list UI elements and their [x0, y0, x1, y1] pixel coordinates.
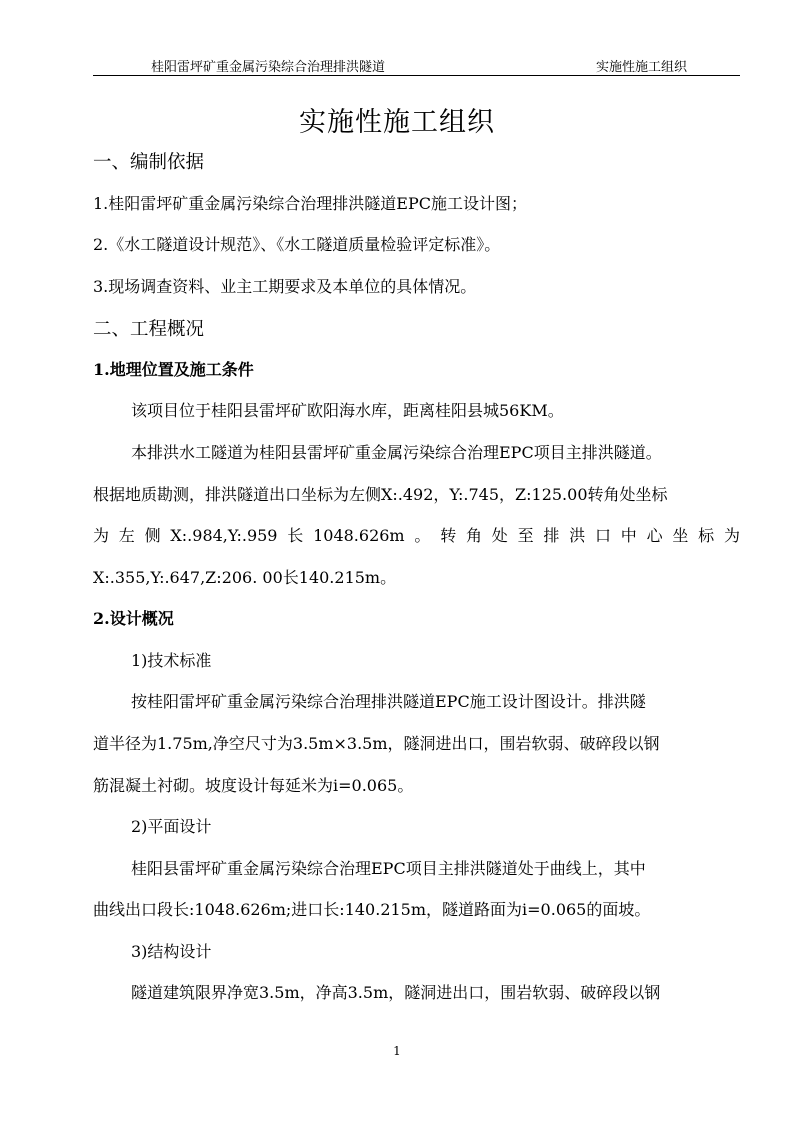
tech-line-3: 筋混凝土衬砌。坡度设计每延米为i=0.065。: [93, 776, 414, 795]
header-doc-type: 实施性施工组织: [596, 60, 688, 75]
location-line-1: 该项目位于桂阳县雷坪矿欧阳海水库，距离桂阳县城56KM。: [131, 401, 564, 420]
header-project-name: 桂阳雷坪矿重金属污染综合治理排洪隧道: [151, 60, 386, 75]
location-line-3: 根据地质勘测，排洪隧道出口坐标为左侧X:.492，Y:.745，Z:125.00转角处坐标: [93, 485, 668, 504]
basis-item-3: 3.现场调查资料、业主工期要求及本单位的具体情况。: [93, 277, 477, 296]
basis-item-2: 2.《水工隧道设计规范》、《水工隧道质量检验评定标准》。: [93, 235, 501, 254]
location-line-4: 为左侧X:.984,Y:.959长1048.626m。转角处至排洪口中心坐标为: [93, 526, 740, 545]
plan-line-1: 桂阳县雷坪矿重金属污染综合治理EPC项目主排洪隧道处于曲线上，其中: [131, 859, 646, 878]
subsection-heading-location: 1.地理位置及施工条件: [93, 360, 254, 379]
location-line-2: 本排洪水工隧道为桂阳县雷坪矿重金属污染综合治理EPC项目主排洪隧道。: [131, 443, 662, 462]
basis-item-1: 1.桂阳雷坪矿重金属污染综合治理排洪隧道EPC施工设计图；: [93, 194, 527, 213]
plan-line-2: 曲线出口段长:1048.626m;进口长:140.215m，隧道路面为i=0.065的面坡。: [93, 900, 651, 919]
structure-line-1: 隧道建筑限界净宽3.5m，净高3.5m，隧洞进出口，围岩软弱、破碎段以钢: [131, 983, 661, 1002]
subsection-heading-design: 2.设计概况: [93, 609, 174, 628]
tech-line-2: 道半径为1.75m,净空尺寸为3.5m×3.5m，隧洞进出口，围岩软弱、破碎段以钢: [93, 734, 660, 753]
tech-line-1: 按桂阳雷坪矿重金属污染综合治理排洪隧道EPC施工设计图设计。排洪隧: [131, 692, 646, 711]
location-line-5: X:.355,Y:.647,Z:206. 00长140.215m。: [93, 568, 397, 587]
section-heading-overview: 二、工程概况: [93, 319, 205, 340]
page-title: 实施性施工组织: [299, 107, 495, 138]
plan-design-label: 2)平面设计: [131, 817, 212, 836]
structure-design-label: 3)结构设计: [131, 942, 212, 961]
page-number: 1: [393, 1044, 401, 1058]
section-heading-basis: 一、编制依据: [93, 152, 205, 173]
tech-standard-label: 1)技术标准: [131, 651, 212, 670]
header-rule: [93, 75, 740, 76]
